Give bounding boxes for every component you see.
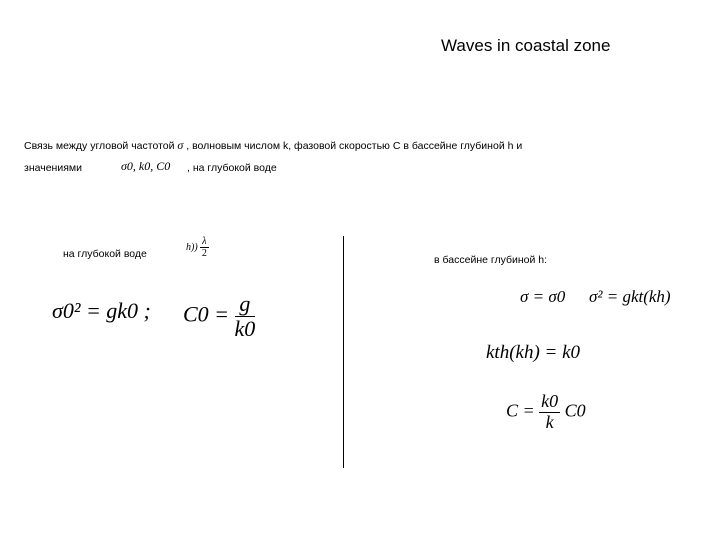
condition-lhs: h)) <box>186 241 198 253</box>
deep-water-heading: на глубокой воде <box>63 248 147 260</box>
column-divider <box>343 236 344 468</box>
eq2-fraction <box>235 292 256 341</box>
intro-line-2-end: , на глубокой воде <box>187 162 277 174</box>
intro-line-2-label: значениями <box>24 162 82 174</box>
eq2-lhs: C0 = <box>183 301 230 327</box>
intro-sigma-symbol: σ <box>177 138 184 152</box>
eq4-lhs: C = <box>506 400 535 421</box>
wavenumber-relation-equation: kth(kh) = k0 <box>486 342 581 363</box>
eq4-num: k0 <box>541 391 559 411</box>
slide-title: Waves in coastal zone <box>441 36 611 55</box>
intro-line-1 <box>24 138 522 153</box>
eq2-num: g <box>235 292 256 317</box>
intro-text-part2: , волновым числом k, фазовой скоростью C в бассейне глубиной h и <box>186 140 523 152</box>
eq4-den: k <box>545 411 554 432</box>
frequency-conservation-equation: σ = σ0 <box>520 287 566 306</box>
eq4-rhs: C0 <box>564 400 586 421</box>
deep-water-dispersion-equation: σ0² = gk0 ; <box>52 298 151 323</box>
deep-water-condition <box>186 236 209 259</box>
eq2-den: k0 <box>234 316 256 342</box>
finite-depth-dispersion-equation: σ² = gkt(kh) <box>589 287 671 306</box>
intro-text-part1: Связь между угловой частотой <box>24 140 175 152</box>
condition-frac-num: λ <box>202 236 207 247</box>
finite-depth-phase-speed-equation <box>506 392 586 433</box>
finite-depth-heading: в бассейне глубиной h: <box>434 254 548 266</box>
condition-frac-den: 2 <box>201 248 207 259</box>
intro-values-formula: σ0, k0, C0 <box>121 159 171 173</box>
condition-fraction <box>200 236 208 259</box>
eq4-fraction <box>539 392 560 433</box>
deep-water-phase-speed-equation <box>183 292 255 341</box>
